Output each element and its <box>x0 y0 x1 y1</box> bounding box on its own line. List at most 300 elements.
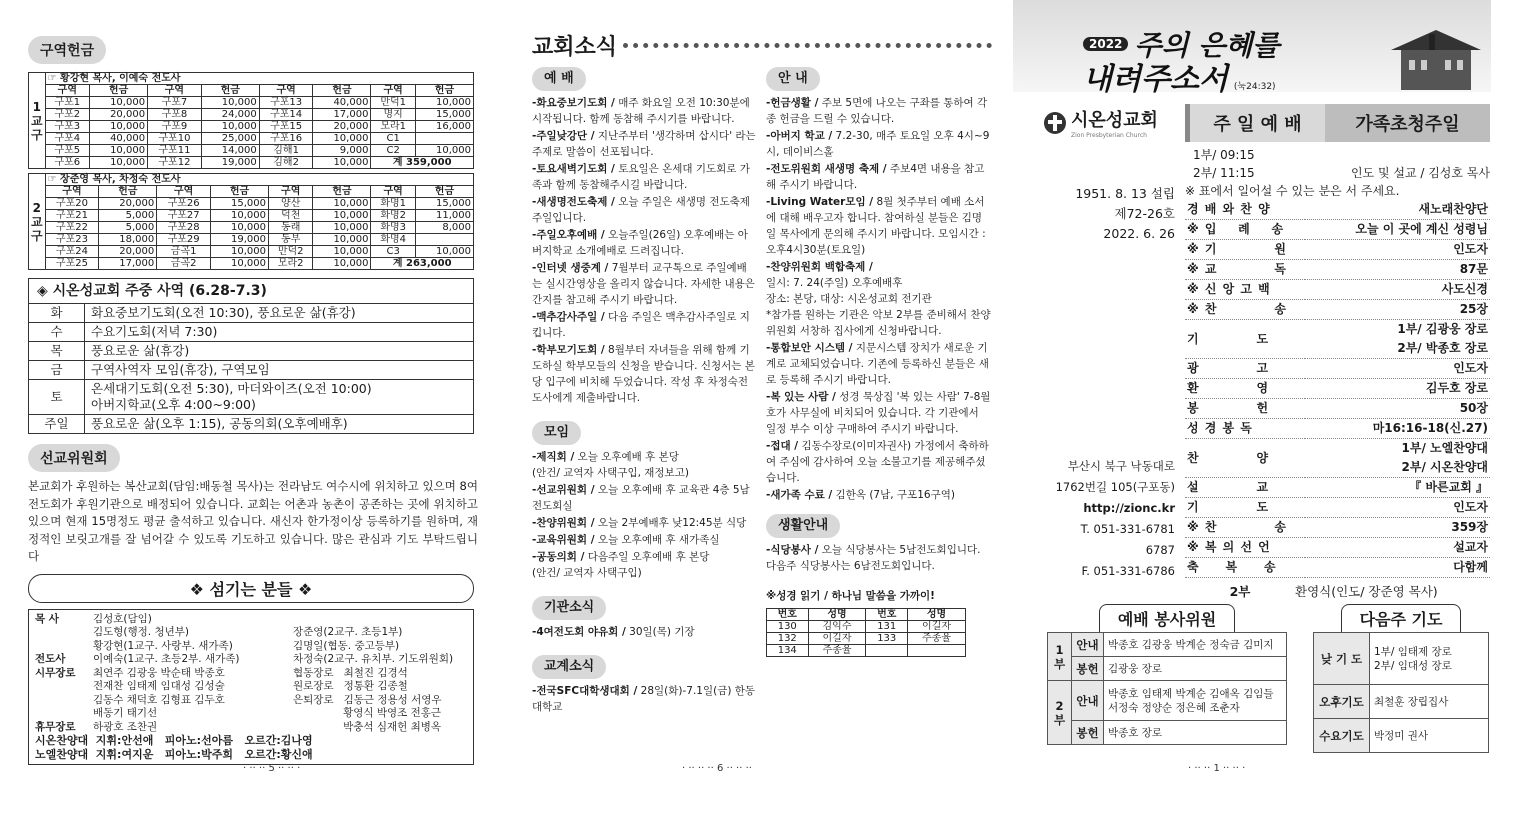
servants-roster <box>28 609 474 766</box>
choir-line: 시온찬양대 지휘:안선애 피아노:선아름 오르간:김나영 <box>35 734 313 747</box>
amount-cell: 10,000 <box>313 234 371 246</box>
roster-names: 김동수 채덕호 김형표 김두호 <box>93 693 225 706</box>
column-header: 구역 <box>259 85 313 97</box>
schedule-day: 목 <box>29 342 85 361</box>
service-title: 예배 봉사위원 <box>1099 604 1235 632</box>
news-item <box>532 683 756 715</box>
news-item-text: 7.2-30, 매주 토요일 오후 4시~9시, 데이비스홀 <box>766 130 990 158</box>
ext-header: 교계소식 <box>532 655 606 679</box>
schedule-row <box>29 361 474 380</box>
column-header: 구역 <box>371 186 415 198</box>
district-cell: 구포4 <box>45 133 89 145</box>
column-header: 구역 <box>45 186 99 198</box>
roster-role <box>35 640 93 654</box>
amount-cell: 10,000 <box>201 97 259 109</box>
district-cell: 구포12 <box>148 157 202 169</box>
amount-cell: 15,000 <box>210 198 268 210</box>
column-header: 헌금 <box>99 186 157 198</box>
amount-cell: 10,000 <box>415 246 473 258</box>
news-item-title: -4여전도회 야유회 / <box>532 626 626 638</box>
choir-line: 노엘찬양대 지휘:여지운 피아노:박주희 오르간:황신애 <box>35 747 313 761</box>
schedule-text: 온세대기도회(오전 5:30), 마더와이즈(오전 10:00) 아버지학교(오후 4:00~9:00) <box>85 380 474 415</box>
news-item-title: -제직회 / <box>532 451 575 463</box>
order-item: 환 영 <box>1187 381 1270 395</box>
service-role: 봉헌 <box>1072 657 1104 681</box>
amount-cell: 10,000 <box>201 121 259 133</box>
banner <box>1013 0 1491 97</box>
district-cell: 덕천 <box>268 210 312 222</box>
news-item-text: 김한옥 (7남, 구포16구역) <box>832 489 955 501</box>
roster-names-2: 협동장로 최철진 김경석 <box>293 666 408 679</box>
amount-cell: 14,000 <box>201 145 259 157</box>
news-item-title: -주일낮강단 / <box>532 130 595 142</box>
table-row <box>29 258 474 270</box>
amount-cell: 10,000 <box>313 258 371 270</box>
news-item <box>532 532 756 548</box>
district-cell: 구포23 <box>45 234 99 246</box>
schedule-day: 금 <box>29 361 85 380</box>
service-row <box>1048 633 1287 657</box>
region-label: 2 교 구 <box>29 174 46 270</box>
district-cell: C2 <box>371 145 415 157</box>
district-cell: 구포26 <box>157 198 211 210</box>
address-line: 1762번길 105(구포동) <box>1055 480 1175 494</box>
guide-header: 안 내 <box>766 67 820 91</box>
roster-names: 김성호(담임) <box>93 612 152 625</box>
news-item-text: 김동수장로(이미자권사) 가정에서 축하하여 주심에 감사하여 오늘 소불고기를 제공해주셨습니다. <box>766 440 989 484</box>
column-header: 헌금 <box>90 85 148 97</box>
roster-names: 이예숙(1교구. 초등2부. 새가족) <box>93 653 240 665</box>
news-item <box>766 438 992 486</box>
amount-cell: 15,000 <box>415 198 473 210</box>
news-item-text: 지난주부터 '생각하며 삽시다' 라는 주제로 말씀이 선포됩니다. <box>532 130 756 158</box>
mission-title: 선교위원회 <box>28 444 120 472</box>
page-1 <box>1013 0 1493 832</box>
banner-line-1: 주의 은혜를 <box>1134 29 1280 62</box>
order-value: 25장 <box>1459 302 1488 316</box>
service-names: 박종호 임태제 박계순 김애옥 김임들 서정숙 정양순 정은혜 조춘자 <box>1104 681 1287 721</box>
order-row <box>1185 439 1490 478</box>
column-header: 구역 <box>268 186 312 198</box>
worship-order <box>1185 200 1490 578</box>
news-item-title: -화요중보기도회 / <box>532 97 615 109</box>
second-part-label: 2부 <box>1229 584 1251 599</box>
prayer-person: 1부/ 임태제 장로 2부/ 임대성 장로 <box>1370 633 1489 685</box>
amount-cell: 18,000 <box>99 234 157 246</box>
district-cell: 구포29 <box>157 234 211 246</box>
news-item <box>766 194 992 258</box>
district-cell: 구포13 <box>259 97 313 109</box>
amount-cell: 25,000 <box>201 133 259 145</box>
news-item <box>532 260 756 308</box>
schedule-text: 풍요로운 삶(오후 1:15), 공동의회(오후예배후) <box>85 415 474 434</box>
column-header: 구역 <box>45 85 89 97</box>
news-item <box>532 161 756 193</box>
order-value: 다함께 <box>1453 560 1488 574</box>
table-row <box>29 97 474 109</box>
founding-line: 제72-26호 <box>1114 206 1175 221</box>
news-item <box>766 95 992 127</box>
news-item <box>532 309 756 341</box>
news-item-title: -토요새벽기도회 / <box>532 163 615 175</box>
prayer-person: 최철훈 장립집사 <box>1370 685 1489 719</box>
news-item-text: 오늘 주일은 새생명 전도축제주일입니다. <box>532 196 750 224</box>
roster-row <box>35 626 467 640</box>
schedule-text: 수요기도회(저녁 7:30) <box>85 323 474 342</box>
banner-line-2: 내려주소서 <box>1083 62 1228 97</box>
address-line[interactable]: http://zionc.kr <box>1083 501 1175 515</box>
time-1: 1부/ 09:15 <box>1193 148 1255 162</box>
roster-names: 최연주 김광웅 박순태 박종호 <box>93 666 225 679</box>
prayer-slot: 낮 기 도 <box>1314 633 1370 685</box>
news-item-title: -학부모기도회 / <box>532 344 605 356</box>
dots-decoration <box>623 43 992 48</box>
order-row <box>1185 280 1490 300</box>
news-item <box>532 128 756 160</box>
bible-cell: 133 <box>866 633 908 645</box>
table-row <box>29 121 474 133</box>
district-cell: 구포24 <box>45 246 99 258</box>
order-item: ※ 입 례 송 <box>1187 222 1285 236</box>
table-row <box>29 157 474 169</box>
worship-header: 예 배 <box>532 67 586 91</box>
district-cell: 구포6 <box>45 157 89 169</box>
roster-row <box>35 680 467 694</box>
district-cell: 구포14 <box>259 109 313 121</box>
church-name: 시온성교회 <box>1071 110 1158 131</box>
column-header: 구역 <box>157 186 211 198</box>
roster-row <box>35 694 467 708</box>
order-value: 인도자 <box>1453 242 1488 256</box>
table-row <box>29 133 474 145</box>
news-item-text: 다음 주일은 맥추감사주일로 지킵니다. <box>532 311 750 339</box>
prayer-row <box>1314 685 1489 719</box>
worship-tab: 주 일 예 배 <box>1185 104 1325 142</box>
news-item-title: -접대 / <box>766 440 799 452</box>
bible-cell: 이길자 <box>808 633 866 645</box>
district-cell: 구포28 <box>157 222 211 234</box>
district-cell: 구포9 <box>148 121 202 133</box>
news-item-text: 주보 5면에 나오는 구좌를 통하여 각종 헌금을 드릴 수 있습니다. <box>766 97 988 125</box>
address-line: F. 051-331-6786 <box>1081 564 1175 578</box>
bible-header: 성명 <box>907 609 965 621</box>
amount-cell: 11,000 <box>415 210 473 222</box>
district-cell: 금곡1 <box>157 246 211 258</box>
schedule-row <box>29 323 474 342</box>
roster-names: 하광호 조찬권 <box>93 720 158 733</box>
roster-row <box>35 640 467 654</box>
address-line: 부산시 북구 낙동대로 <box>1067 459 1175 473</box>
amount-cell <box>415 234 473 246</box>
amount-cell: 10,000 <box>313 157 371 169</box>
service-role: 안내 <box>1072 633 1104 657</box>
amount-cell: 9,000 <box>313 145 371 157</box>
table-row <box>767 633 966 645</box>
district-cell: 구포25 <box>45 258 99 270</box>
news-item-text: 8월 첫주부터 예배 소서에 대해 배우고자 합니다. 참여하실 분들은 김명일 목사에게 문의해 주시기 바랍니다. 모임시간 : 오후4시30분(토요일) <box>766 196 986 256</box>
order-item: ※ 찬 송 <box>1187 520 1287 534</box>
order-row <box>1185 300 1490 320</box>
news-item <box>532 342 756 406</box>
service-row <box>1048 721 1287 745</box>
order-value: 오늘 이 곳에 계신 성령님 <box>1355 222 1488 236</box>
order-row <box>1185 359 1490 379</box>
amount-cell: 10,000 <box>415 97 473 109</box>
news-item-text: 30일(목) 기장 <box>625 626 695 638</box>
schedule-title: ◈ 시온성교회 주중 사역 (6.28-7.3) <box>29 279 474 304</box>
district-cell: 김해1 <box>259 145 313 157</box>
roster-role: 시무장로 <box>35 666 76 679</box>
roster-names-2: 김명일(협동. 중고등부) <box>293 639 400 652</box>
column-header: 헌금 <box>210 186 268 198</box>
district-cell: C3 <box>371 246 415 258</box>
district-cell: 만덕1 <box>371 97 415 109</box>
amount-cell: 5,000 <box>99 222 157 234</box>
bible-cell: 주종율 <box>808 645 866 657</box>
news-item <box>532 449 756 481</box>
news-item-text: 오늘 오후예배 후 교육관 4층 5남전도회실 <box>532 484 750 512</box>
life-header: 생활안내 <box>766 514 840 538</box>
org-header: 기관소식 <box>532 596 606 620</box>
table-row <box>29 234 474 246</box>
order-row <box>1185 518 1490 538</box>
news-item-text: 지문시스템 장치가 새로운 기계로 교체되었습니다. 기존에 등록하신 분들은 새로 등록해 주시기 바랍니다. <box>766 342 989 386</box>
news-item <box>532 95 756 127</box>
roster-role <box>35 707 93 721</box>
amount-cell: 10,000 <box>313 222 371 234</box>
news-item-text: 오늘주일(26일) 오후예배는 아버지학교 소개예배로 드려집니다. <box>532 229 748 257</box>
schedule-day: 토 <box>29 380 85 415</box>
prayer-title: 다음주 기도 <box>1341 604 1462 632</box>
bible-cell: 131 <box>866 621 908 633</box>
meeting-header: 모임 <box>532 421 581 445</box>
amount-cell: 19,000 <box>210 234 268 246</box>
roster-row <box>35 653 467 667</box>
news-item <box>766 389 992 437</box>
amount-cell: 10,000 <box>90 121 148 133</box>
roster-role <box>35 626 93 640</box>
region-label: 1 교 구 <box>29 73 46 169</box>
amount-cell: 10,000 <box>90 97 148 109</box>
amount-cell: 10,000 <box>210 246 268 258</box>
amount-cell: 20,000 <box>90 109 148 121</box>
order-value: 『 바른교회 』 <box>1409 480 1488 494</box>
news-item <box>532 227 756 259</box>
order-value: 359장 <box>1451 520 1488 534</box>
order-value: 설교자 <box>1453 540 1488 554</box>
amount-cell: 10,000 <box>415 145 473 157</box>
bible-cell <box>866 645 908 657</box>
offering-title: 구역헌금 <box>28 36 106 64</box>
amount-cell: 8,000 <box>415 222 473 234</box>
order-item: ※ 찬 송 <box>1187 302 1287 316</box>
order-row <box>1185 200 1490 220</box>
district-cell: 화명2 <box>371 210 415 222</box>
district-cell: 구포15 <box>259 121 313 133</box>
district-cell: 구포11 <box>148 145 202 157</box>
amount-cell: 15,000 <box>415 109 473 121</box>
service-role: 안내 <box>1072 681 1104 721</box>
order-row <box>1185 478 1490 498</box>
order-row <box>1185 498 1490 518</box>
church-name-en: Zion Presbyterian Church <box>1071 132 1147 139</box>
amount-cell: 17,000 <box>313 109 371 121</box>
amount-cell: 10,000 <box>90 157 148 169</box>
amount-cell: 17,000 <box>99 258 157 270</box>
service-row <box>1048 657 1287 681</box>
news-item-text: 일시: 7. 24(주일) 오후예배후 장소: 본당, 대상: 시온성교회 전기관 *참가를 원하는 기관은 악보 2부를 준비해서 찬양위원회 서창하 집사에게 신청바랍니다. <box>766 277 991 337</box>
bible-header: 성명 <box>808 609 866 621</box>
order-value: 사도신경 <box>1441 282 1488 296</box>
news-item <box>532 549 756 581</box>
news-item-title: -새생명전도축제 / <box>532 196 615 208</box>
bible-cell: 134 <box>767 645 809 657</box>
roster-names-2: 원로장로 정통환 김종철 <box>293 680 408 692</box>
district-cell: 김해2 <box>259 157 313 169</box>
prayer-row <box>1314 633 1489 685</box>
news-item-title: -새가족 수료 / <box>766 489 833 501</box>
church-building-icon <box>1381 30 1491 90</box>
order-row <box>1185 558 1490 578</box>
service-committee <box>1047 632 1287 745</box>
district-cell: 동부 <box>268 234 312 246</box>
table-row <box>767 645 966 657</box>
news-item-title: -찬양위원회 / <box>532 517 595 529</box>
district-cell: 구포21 <box>45 210 99 222</box>
news-item <box>766 340 992 388</box>
amount-cell: 16,000 <box>415 121 473 133</box>
year-badge: 2022 <box>1083 37 1128 51</box>
news-item-text: 8월부터 자녀들을 위해 함께 기도하실 학부모들의 신청을 받습니다. 신청서는 본당 입구에 비치해 두었습니다. 작성 후 차정숙전도사에게 제출바랍니다. <box>532 344 755 404</box>
order-value: 인도자 <box>1453 361 1488 375</box>
district-cell: 만덕2 <box>268 246 312 258</box>
column-header: 헌금 <box>313 186 371 198</box>
order-item: ※ 신 앙 고 백 <box>1187 282 1271 296</box>
roster-names: 전재찬 임태제 임대성 김성술 <box>93 680 225 692</box>
verse-ref: (눅24:32) <box>1233 82 1276 92</box>
worship-theme: 가족초청주일 <box>1325 104 1490 142</box>
roster-role: 휴무장로 <box>35 720 76 733</box>
total-cell: 계 359,000 <box>371 157 474 169</box>
district-cell: 명지 <box>371 109 415 121</box>
cross-logo-icon <box>1043 111 1067 135</box>
next-week-prayer <box>1313 632 1489 753</box>
service-names: 박종호 김광웅 박계순 정숙금 김미지 <box>1104 633 1287 657</box>
order-value: 김두호 장로 <box>1425 381 1488 395</box>
column-header: 헌금 <box>415 85 473 97</box>
amount-cell: 10,000 <box>313 198 371 210</box>
district-cell: 구포1 <box>45 97 89 109</box>
bible-cell: 130 <box>767 621 809 633</box>
roster-role: 전도사 <box>35 653 66 665</box>
news-item <box>766 259 992 339</box>
news-item <box>766 487 992 503</box>
order-item: 경 배 와 찬 양 <box>1187 202 1271 216</box>
address-info <box>1023 456 1175 582</box>
servants-banner <box>28 574 474 603</box>
address-line: 6787 <box>1145 543 1175 557</box>
news-item-text: 주보4면 내용을 참고해 주시기 바랍니다. <box>766 163 985 191</box>
district-cell: 화명3 <box>371 222 415 234</box>
order-row <box>1185 538 1490 558</box>
amount-cell: 10,000 <box>210 222 268 234</box>
order-item: ※ 기 원 <box>1187 242 1287 256</box>
roster-names-2: 은퇴장로 김동근 정용성 서영우 <box>293 693 442 706</box>
bible-title: ※성경 읽기 / 하나님 말씀을 가까이! <box>766 590 935 602</box>
news-item-title: -맥추감사주일 / <box>532 311 605 323</box>
column-header: 구역 <box>371 85 415 97</box>
amount-cell: 10,000 <box>210 258 268 270</box>
bible-cell: 김익수 <box>808 621 866 633</box>
district-cell: C1 <box>371 133 415 145</box>
table-row <box>767 621 966 633</box>
table-row <box>29 145 474 157</box>
amount-cell: 10,000 <box>313 133 371 145</box>
amount-cell: 40,000 <box>313 97 371 109</box>
prayer-slot: 오후기도 <box>1314 685 1370 719</box>
news-item-text: 성경 묵상집 '복 있는 사람' 7-8월호가 사무실에 비치되어 있습니다. 각 기관에서 일정 부수 이상 구매하여 주시기 바랍니다. <box>766 391 991 435</box>
amount-cell: 20,000 <box>99 198 157 210</box>
order-item: ※ 복 의 선 언 <box>1187 540 1271 554</box>
news-item <box>532 515 756 531</box>
amount-cell: 10,000 <box>210 210 268 222</box>
service-part: 1부 <box>1048 633 1072 681</box>
news-item-title: -주일오후예배 / <box>532 229 605 241</box>
weekly-schedule <box>28 278 474 434</box>
roster-names-2: 황영식 박영조 전홍근 <box>293 707 442 719</box>
district-cell: 화명1 <box>371 198 415 210</box>
order-item: 봉 헌 <box>1187 401 1270 415</box>
schedule-day: 수 <box>29 323 85 342</box>
order-value: 50장 <box>1459 401 1488 415</box>
district-cell: 구포27 <box>157 210 211 222</box>
service-names: 김광웅 장로 <box>1104 657 1287 681</box>
district-cell: 동래 <box>268 222 312 234</box>
roster-names-2: 박충석 심재헌 최병옥 <box>293 720 442 733</box>
service-names: 박종호 장로 <box>1104 721 1287 745</box>
prayer-slot: 수요기도 <box>1314 719 1370 753</box>
bible-header: 번호 <box>767 609 809 621</box>
amount-cell: 19,000 <box>201 157 259 169</box>
roster-names: 황강현(1교구. 사랑부. 새가족) <box>93 639 233 652</box>
news-item-title: -통합보안 시스템 / <box>766 342 853 354</box>
stand-note: ※ 표에서 일어설 수 있는 분은 서 주세요. <box>1185 184 1400 198</box>
order-value: 인도자 <box>1453 500 1488 514</box>
order-item: 설 교 <box>1187 480 1270 494</box>
page-number-5: · ·· ·· 5 ·· ·· · <box>243 763 301 774</box>
column-header: 헌금 <box>201 85 259 97</box>
prayer-person: 박정미 권사 <box>1370 719 1489 753</box>
order-row <box>1185 260 1490 280</box>
schedule-day: 주일 <box>29 415 85 434</box>
order-row <box>1185 240 1490 260</box>
offering-table-2 <box>28 173 474 270</box>
order-row <box>1185 379 1490 399</box>
column-header: 헌금 <box>313 85 371 97</box>
servants-title: ❖ 섬기는 분들 ❖ <box>189 579 313 599</box>
roster-names-2: 차정숙(2교구. 유치부. 기도위원회) <box>293 653 454 665</box>
district-cell: 구포2 <box>45 109 89 121</box>
news-item-title: -찬양위원회 백합축제 / <box>766 261 873 273</box>
church-logo <box>1043 106 1158 139</box>
order-item: 성 경 봉 독 <box>1187 421 1253 435</box>
column-header: 헌금 <box>415 186 473 198</box>
page-number-1: · ·· ·· 1 ·· ·· · <box>1188 763 1246 774</box>
news-item-title: -공동의회 / <box>532 551 585 563</box>
amount-cell: 40,000 <box>90 133 148 145</box>
roster-role <box>35 680 93 694</box>
page-number-6: · ·· ·· ·· 6 ·· ·· ·· <box>682 763 752 774</box>
